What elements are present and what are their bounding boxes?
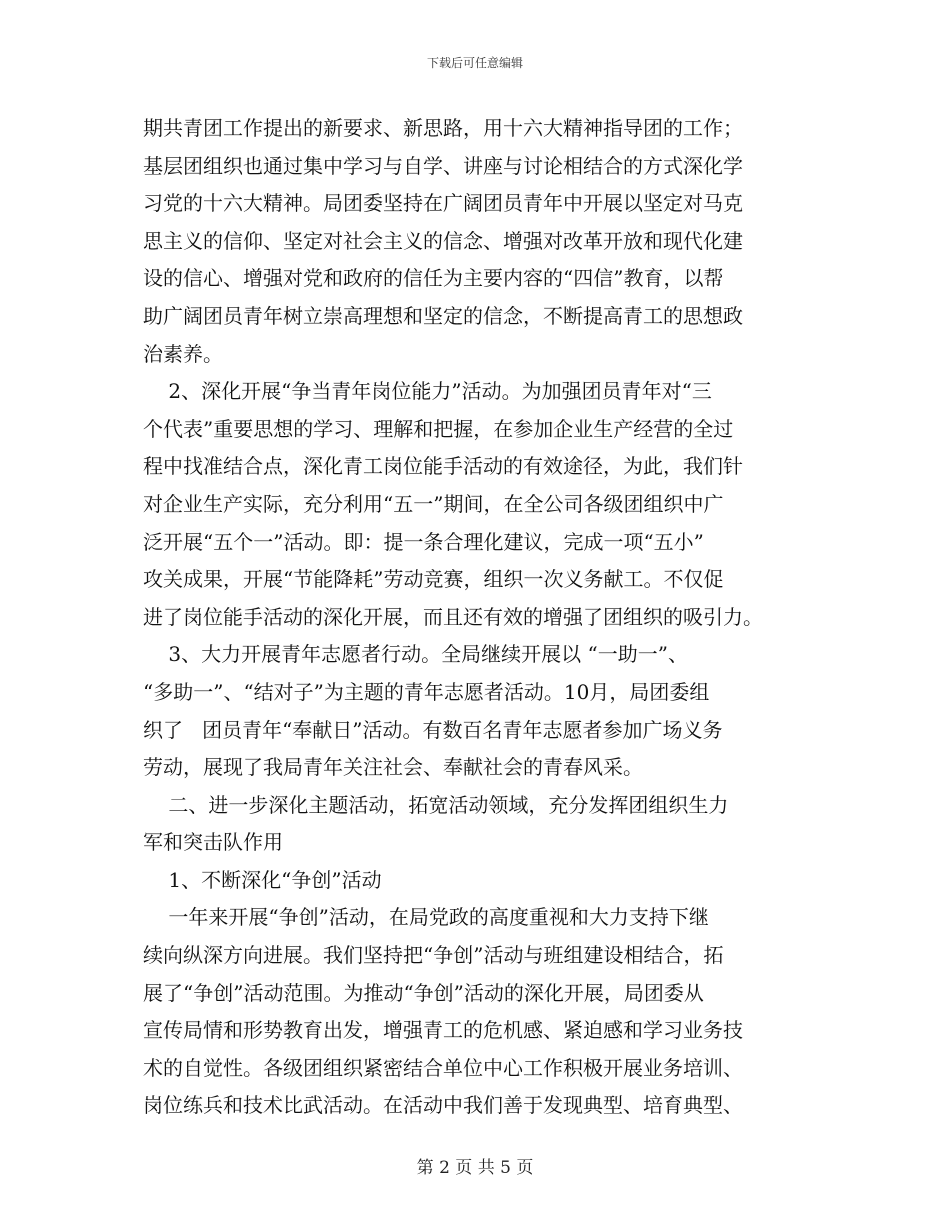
text-line: 思主义的信仰、坚定对社会主义的信念、增强对改革开放和现代化建 — [143, 228, 743, 253]
text-line: 宣传局情和形势教育出发，增强青工的危机感、紧迫感和学习业务技 — [143, 1018, 743, 1043]
text-line: 展了“争创”活动范围。为推动“争创”活动的深化开展，局团委从 — [143, 980, 704, 1005]
body-text — [143, 110, 815, 1125]
text-line: 泛开展“五个一”活动。即：提一条合理化建议，完成一项“五小” — [143, 529, 704, 554]
text-line: 攻关成果，开展“节能降耗”劳动竞赛，组织一次义务献工。不仅促 — [143, 567, 724, 592]
page-footer: 第 2 页 共 5 页 — [416, 1158, 534, 1178]
text-line: 习党的十六大精神。局团委坚持在广阔团员青年中开展以坚定对马克 — [143, 191, 743, 216]
text-line: 织了 团员青年“奉献日”活动。有数百名青年志愿者参加广场义务 — [143, 717, 723, 742]
text-line: 治素养。 — [143, 341, 223, 366]
text-line: 一年来开展“争创”活动，在局党政的高度重视和大力支持下继 — [143, 905, 709, 930]
text-line: 2、深化开展“争当青年岗位能力”活动。为加强团员青年对“三 — [143, 379, 712, 404]
text-line: 军和突击队作用 — [143, 830, 283, 855]
text-line: 3、大力开展青年志愿者行动。全局继续开展以 “一助一”、 — [143, 642, 688, 667]
text-line: 术的自觉性。各级团组织紧密结合单位中心工作积极开展业务培训、 — [143, 1055, 743, 1080]
text-line: 助广阔团员青年树立崇高理想和坚定的信念，不断提高青工的思想政 — [143, 303, 743, 328]
text-line: 基层团组织也通过集中学习与自学、讲座与讨论相结合的方式深化学 — [143, 153, 743, 178]
text-line: 对企业生产实际，充分利用“五一”期间，在全公司各级团组织中广 — [143, 491, 724, 516]
page-header: 下载后可任意编辑 — [426, 56, 523, 70]
text-line: 个代表”重要思想的学习、理解和把握，在参加企业生产经营的全过 — [143, 416, 734, 441]
text-line: 岗位练兵和技术比武活动。在活动中我们善于发现典型、培育典型、 — [143, 1093, 743, 1118]
text-line: 程中找准结合点，深化青工岗位能手活动的有效途径，为此，我们针 — [143, 454, 743, 479]
text-line: 续向纵深方向进展。我们坚持把“争创”活动与班组建设相结合，拓 — [143, 943, 724, 968]
text-line: “多助一”、“结对子”为主题的青年志愿者活动。10月，局团委组 — [143, 679, 710, 704]
text-line: 进了岗位能手活动的深化开展，而且还有效的增强了团组织的吸引力。 — [143, 604, 763, 629]
text-line: 设的信心、增强对党和政府的信任为主要内容的“四信”教育，以帮 — [143, 266, 724, 291]
text-line: 二、进一步深化主题活动，拓宽活动领域，充分发挥团组织生力 — [143, 792, 729, 817]
text-line: 期共青团工作提出的新要求、新思路，用十六大精神指导团的工作； — [143, 116, 743, 140]
text-line: 劳动，展现了我局青年关注社会、奉献社会的青春风采。 — [143, 755, 643, 780]
text-line: 1、不断深化“争创”活动 — [143, 867, 382, 892]
